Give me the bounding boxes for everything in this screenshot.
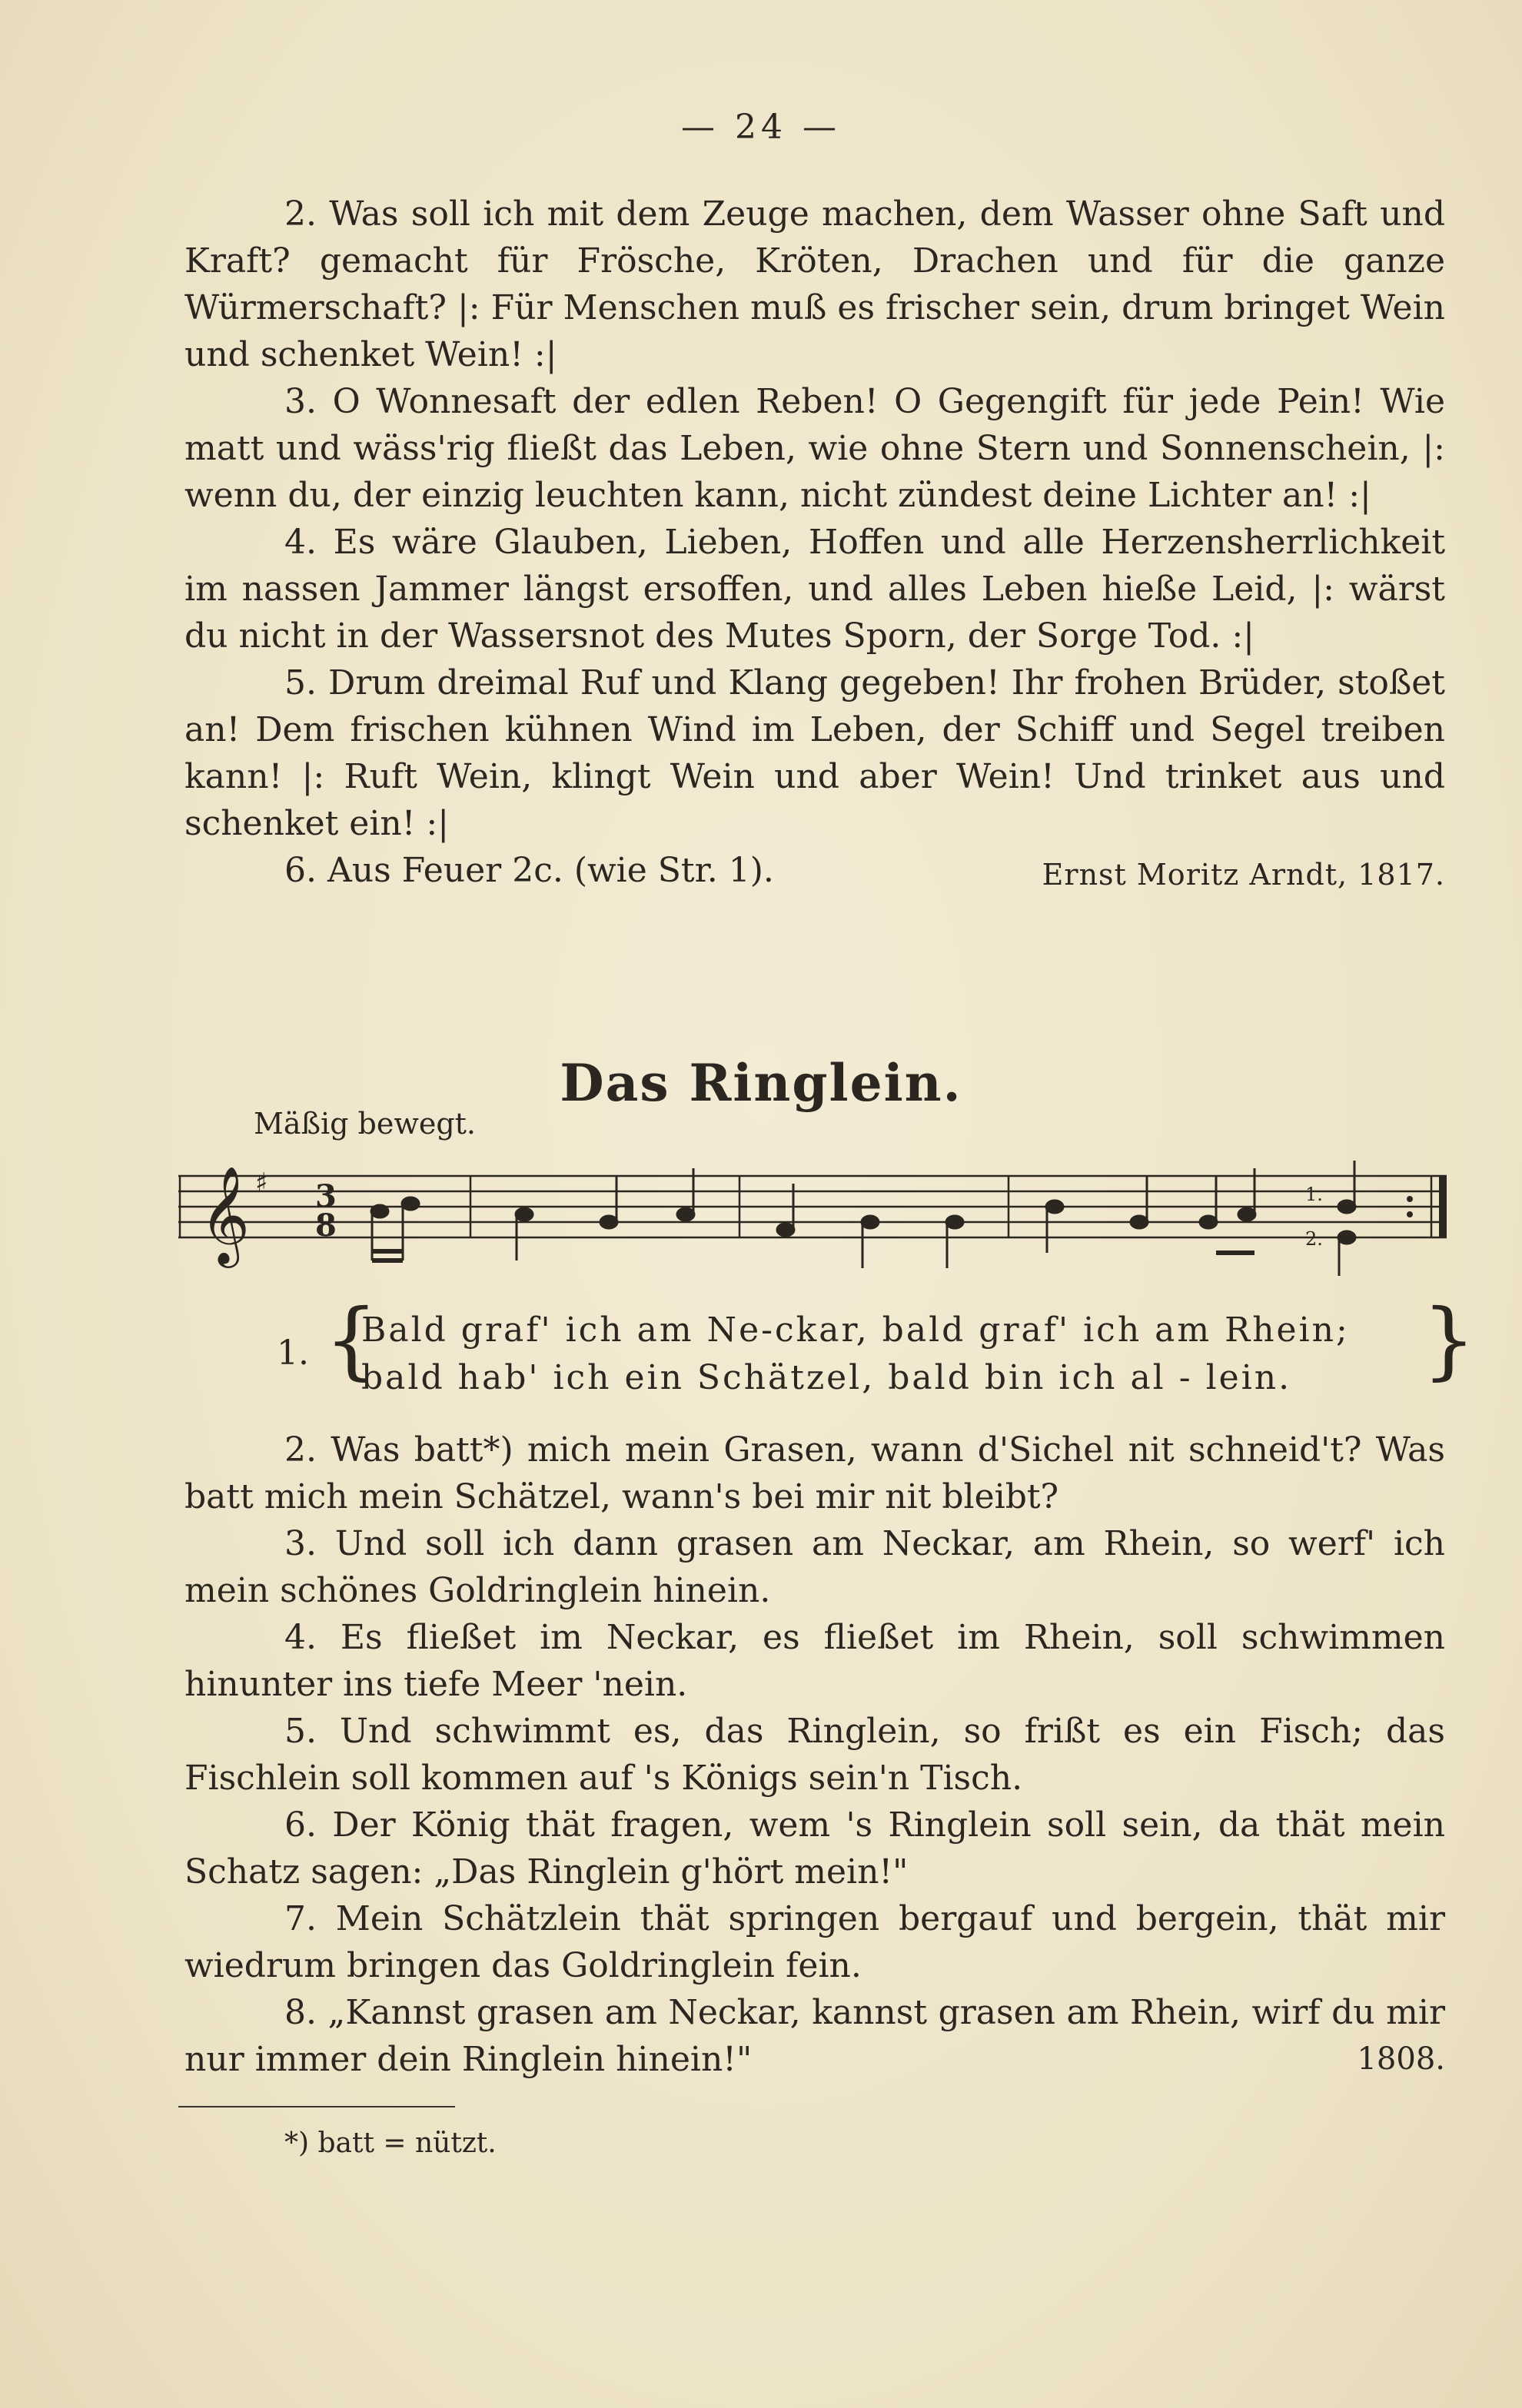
key-signature-sharp: ♯ bbox=[255, 1167, 268, 1198]
stanza-4: 4. Es wäre Glauben, Lieben, Hoffen und alle Herzensherrlichkeit im nassen Jammer längst ersoffen, und alles Leben hieße Leid, |: wärst du nicht in der Wassersnot des Mutes Sporn, der Sorge Tod. :| bbox=[184, 523, 1445, 656]
right-brace: } bbox=[1422, 1290, 1476, 1389]
verse-1-number: 1. bbox=[277, 1334, 309, 1373]
song-stanza-2: 2. Was batt*) mich mein Grasen, wann d'Sichel nit schneid't? Was batt mich mein Schätzel, wann's bei mir nit bleibt? bbox=[184, 1430, 1445, 1516]
ending-1: 1. bbox=[1305, 1184, 1323, 1205]
song-stanza-7: 7. Mein Schätzlein thät springen bergauf und bergein, thät mir wiedrum bringen das Goldringlein fein. bbox=[184, 1899, 1445, 1985]
song-stanza-5: 5. Und schwimmt es, das Ringlein, so frißt es ein Fisch; das Fischlein soll kommen auf 's Königs sein'n Tisch. bbox=[184, 1712, 1445, 1798]
stanza-3: 3. O Wonnesaft der edlen Reben! O Gegengift für jede Pein! Wie matt und wäss'rig fließt das Leben, wie ohne Stern und Sonnenschein, |: wenn du, der einzig leuchten kann, nicht zündest deine Lichter an! :| bbox=[184, 382, 1445, 515]
final-barline bbox=[1439, 1176, 1447, 1237]
song-stanza-3: 3. Und soll ich dann grasen am Neckar, am Rhein, so werf' ich mein schönes Goldringlein hinein. bbox=[184, 1524, 1445, 1610]
song-stanza-8 bbox=[184, 1989, 1445, 2083]
ending-2: 2. bbox=[1305, 1228, 1323, 1250]
song-title: Das Ringlein. bbox=[560, 1053, 962, 1113]
song-stanza-8-text: 8. „Kannst grasen am Neckar, kannst grasen am Rhein, wirf du mir nur immer dein Ringlein hinein!" bbox=[184, 1993, 1445, 2079]
left-brace: { bbox=[324, 1290, 378, 1389]
footnote-rule bbox=[178, 2106, 455, 2107]
time-signature-bottom: 8 bbox=[315, 1207, 337, 1244]
verse-1-line-2: bald hab' ich ein Schätzel, bald bin ich al - lein. bbox=[361, 1358, 1292, 1397]
time-signature-top: 3 bbox=[315, 1178, 337, 1214]
page-number: — 24 — bbox=[681, 108, 841, 147]
song-year: 1808. bbox=[1357, 2041, 1445, 2077]
stanza-6 bbox=[184, 847, 1445, 894]
music-staff bbox=[178, 1153, 1454, 1299]
song-stanza-4: 4. Es fließet im Neckar, es fließet im Rhein, soll schwimmen hinunter ins tiefe Meer 'nein. bbox=[184, 1618, 1445, 1704]
footnote: *) batt = nützt. bbox=[284, 2127, 497, 2159]
song-stanza-6: 6. Der König thät fragen, wem 's Ringlein soll sein, da thät mein Schatz sagen: „Das Ringlein g'hört mein!" bbox=[184, 1805, 1445, 1892]
poem-continuation bbox=[184, 191, 1445, 898]
stanza-5: 5. Drum dreimal Ruf und Klang gegeben! Ihr frohen Brüder, stoßet an! Dem frischen kühnen Wind im Leben, der Schiff und Segel treiben kann! |: Ruft Wein, klingt Wein und aber Wein! Und trinket aus und schenket ein! :| bbox=[184, 663, 1445, 843]
verse-1-line-1: Bald graf' ich am Ne-ckar, bald graf' ich am Rhein; bbox=[361, 1310, 1350, 1350]
stanza-2: 2. Was soll ich mit dem Zeuge machen, dem Wasser ohne Saft und Kraft? gemacht für Frösche, Kröten, Drachen und für die ganze Würmerschaft? |: Für Menschen muß es frischer sein, drum bringet Wein und schenket Wein! :| bbox=[184, 194, 1445, 374]
song-stanzas bbox=[184, 1427, 1445, 2083]
treble-clef-icon: 𝄞 bbox=[200, 1165, 251, 1264]
poem-author: Ernst Moritz Arndt, 1817. bbox=[1042, 858, 1445, 892]
stanza-6-text: 6. Aus Feuer 2c. (wie Str. 1). bbox=[284, 851, 774, 890]
tempo-marking: Mäßig bewegt. bbox=[254, 1107, 477, 1141]
